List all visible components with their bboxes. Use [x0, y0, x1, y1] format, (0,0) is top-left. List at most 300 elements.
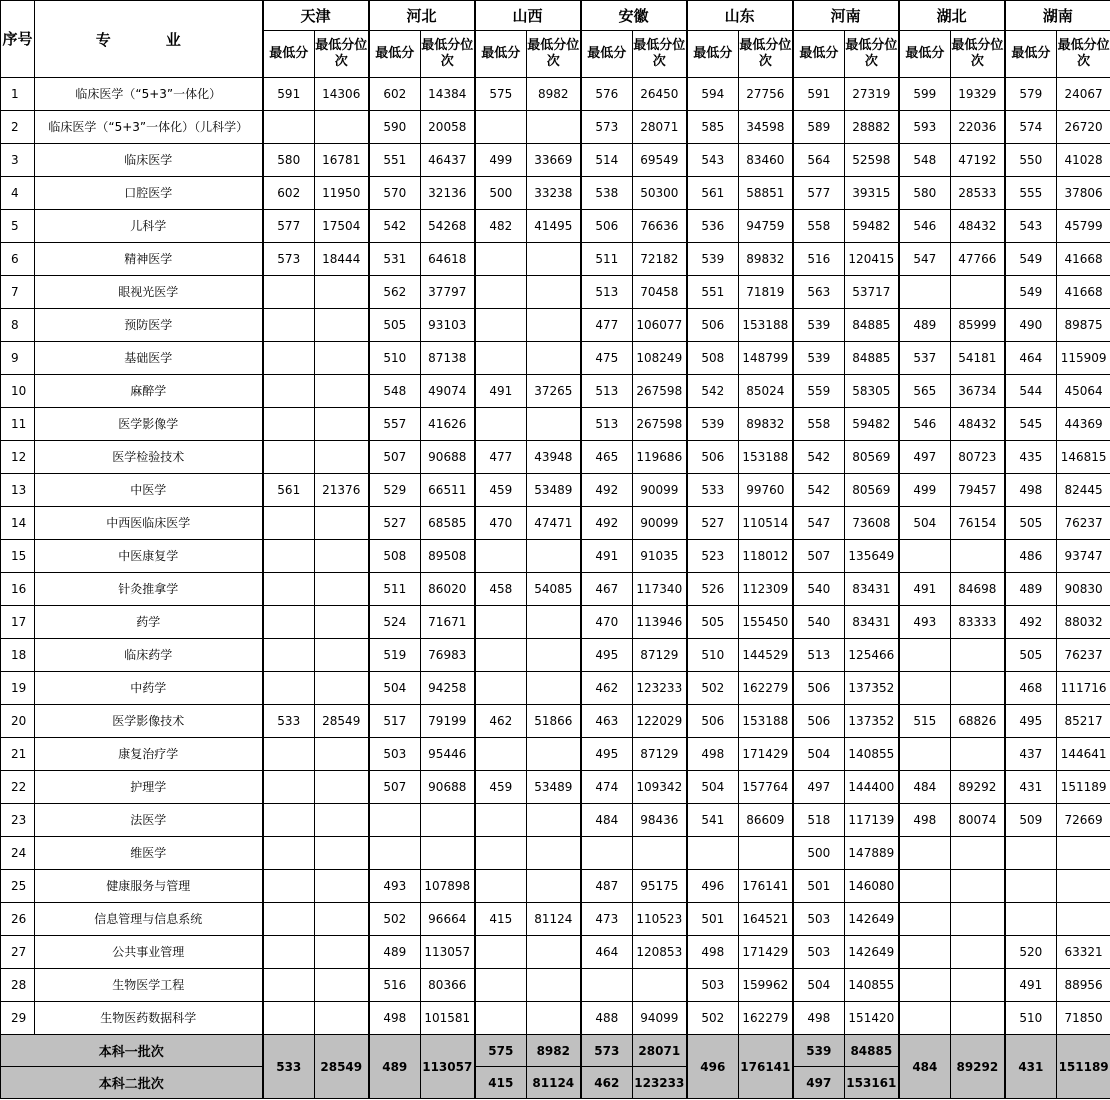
min-rank-cell [951, 738, 1005, 771]
min-rank-header: 最低分位次 [527, 31, 581, 78]
min-rank-cell: 157764 [739, 771, 793, 804]
table-row [1, 342, 1110, 375]
min-rank-cell: 89508 [421, 540, 475, 573]
min-rank-cell: 24067 [1057, 78, 1110, 111]
table-row [1, 408, 1110, 441]
min-rank-cell: 58305 [845, 375, 899, 408]
min-rank-cell [951, 969, 1005, 1002]
min-score-cell [263, 903, 315, 936]
min-score-cell: 517 [369, 705, 421, 738]
min-rank-cell: 73608 [845, 507, 899, 540]
min-rank-cell: 64618 [421, 243, 475, 276]
min-rank-cell [315, 408, 369, 441]
row-number: 12 [1, 441, 35, 474]
min-rank-cell [633, 837, 687, 870]
min-rank-cell: 76237 [1057, 639, 1110, 672]
min-score-cell: 503 [369, 738, 421, 771]
min-score-cell: 487 [581, 870, 633, 903]
min-rank-cell: 49074 [421, 375, 475, 408]
min-score-cell [899, 903, 951, 936]
min-score-cell: 464 [581, 936, 633, 969]
min-score-cell: 539 [793, 309, 845, 342]
anhui-b2-rank: 123233 [633, 1067, 687, 1099]
min-rank-cell: 111716 [1057, 672, 1110, 705]
min-rank-cell: 147889 [845, 837, 899, 870]
min-score-cell: 507 [793, 540, 845, 573]
min-rank-cell [315, 837, 369, 870]
min-rank-cell: 11950 [315, 177, 369, 210]
table-row [1, 606, 1110, 639]
min-rank-cell: 115909 [1057, 342, 1110, 375]
min-score-cell: 498 [369, 1002, 421, 1035]
min-score-cell: 486 [1005, 540, 1057, 573]
min-score-cell: 474 [581, 771, 633, 804]
min-score-cell: 507 [369, 771, 421, 804]
min-score-cell: 551 [369, 144, 421, 177]
min-rank-cell [527, 969, 581, 1002]
row-number: 17 [1, 606, 35, 639]
min-score-cell [475, 936, 527, 969]
table-row [1, 936, 1110, 969]
min-score-cell: 493 [899, 606, 951, 639]
table-row [1, 309, 1110, 342]
min-score-cell [581, 969, 633, 1002]
min-rank-cell [315, 342, 369, 375]
min-rank-cell: 89292 [951, 771, 1005, 804]
min-score-cell: 477 [581, 309, 633, 342]
min-score-header: 最低分 [369, 31, 421, 78]
min-score-header: 最低分 [687, 31, 739, 78]
min-score-cell: 562 [369, 276, 421, 309]
min-rank-cell: 107898 [421, 870, 475, 903]
major-name: 法医学 [35, 804, 263, 837]
min-score-cell: 541 [687, 804, 739, 837]
min-score-cell: 484 [899, 771, 951, 804]
min-score-cell: 537 [899, 342, 951, 375]
min-rank-cell: 142649 [845, 903, 899, 936]
min-score-cell: 502 [369, 903, 421, 936]
min-rank-cell: 90830 [1057, 573, 1110, 606]
min-score-header: 最低分 [899, 31, 951, 78]
min-rank-cell: 85217 [1057, 705, 1110, 738]
major-name: 儿科学 [35, 210, 263, 243]
min-score-cell: 520 [1005, 936, 1057, 969]
province-header: 河北 [369, 1, 475, 31]
min-rank-cell [951, 639, 1005, 672]
min-score-cell [475, 540, 527, 573]
row-number: 19 [1, 672, 35, 705]
min-rank-cell [315, 606, 369, 639]
row-number: 15 [1, 540, 35, 573]
min-rank-cell: 120853 [633, 936, 687, 969]
min-score-cell [475, 639, 527, 672]
min-rank-cell: 37797 [421, 276, 475, 309]
min-rank-header: 最低分位次 [739, 31, 793, 78]
min-score-cell: 519 [369, 639, 421, 672]
min-score-cell: 502 [687, 1002, 739, 1035]
major-name: 麻醉学 [35, 375, 263, 408]
min-score-cell: 458 [475, 573, 527, 606]
min-score-cell [899, 738, 951, 771]
min-score-cell: 533 [263, 705, 315, 738]
min-rank-cell [315, 804, 369, 837]
min-rank-cell: 71850 [1057, 1002, 1110, 1035]
min-score-cell: 538 [581, 177, 633, 210]
min-rank-cell: 14384 [421, 78, 475, 111]
anhui-b1-rank: 28071 [633, 1035, 687, 1067]
min-rank-cell [1057, 870, 1110, 903]
min-score-cell: 505 [687, 606, 739, 639]
min-rank-cell: 18444 [315, 243, 369, 276]
min-rank-cell [527, 540, 581, 573]
min-rank-cell [951, 837, 1005, 870]
table-row [1, 507, 1110, 540]
min-rank-cell: 88956 [1057, 969, 1110, 1002]
min-rank-header: 最低分位次 [845, 31, 899, 78]
min-rank-cell [951, 540, 1005, 573]
min-rank-cell: 22036 [951, 111, 1005, 144]
min-rank-cell: 87129 [633, 639, 687, 672]
min-rank-cell [315, 639, 369, 672]
min-score-cell: 501 [687, 903, 739, 936]
min-rank-cell: 96664 [421, 903, 475, 936]
min-rank-cell: 8982 [527, 78, 581, 111]
min-score-cell: 591 [263, 78, 315, 111]
min-rank-cell: 20058 [421, 111, 475, 144]
min-score-cell [475, 243, 527, 276]
min-score-cell: 516 [369, 969, 421, 1002]
min-rank-cell: 110523 [633, 903, 687, 936]
province-header: 山东 [687, 1, 793, 31]
row-number: 20 [1, 705, 35, 738]
min-score-cell: 504 [793, 969, 845, 1002]
min-rank-cell: 90099 [633, 474, 687, 507]
table-row [1, 276, 1110, 309]
major-name: 药学 [35, 606, 263, 639]
min-score-cell: 500 [793, 837, 845, 870]
min-rank-cell: 89832 [739, 408, 793, 441]
min-rank-cell [315, 738, 369, 771]
min-score-cell: 431 [1005, 771, 1057, 804]
min-score-cell: 529 [369, 474, 421, 507]
min-score-cell: 505 [1005, 507, 1057, 540]
min-score-cell: 498 [1005, 474, 1057, 507]
hebei-min-score: 489 [369, 1035, 421, 1099]
min-score-cell: 565 [899, 375, 951, 408]
min-rank-cell: 19329 [951, 78, 1005, 111]
min-score-cell [581, 837, 633, 870]
major-name: 公共事业管理 [35, 936, 263, 969]
min-rank-cell: 95175 [633, 870, 687, 903]
min-score-cell [369, 837, 421, 870]
min-rank-cell: 76237 [1057, 507, 1110, 540]
major-header: 专 业 [35, 1, 263, 78]
min-score-cell: 495 [581, 639, 633, 672]
min-rank-cell: 28549 [315, 705, 369, 738]
min-score-cell: 435 [1005, 441, 1057, 474]
min-score-cell: 477 [475, 441, 527, 474]
major-name: 精神医学 [35, 243, 263, 276]
min-score-cell: 561 [263, 474, 315, 507]
min-rank-cell [527, 837, 581, 870]
batch2-label: 本科二批次 [1, 1067, 263, 1099]
min-rank-cell [315, 540, 369, 573]
min-rank-cell: 27319 [845, 78, 899, 111]
min-rank-cell: 72182 [633, 243, 687, 276]
min-rank-cell [315, 771, 369, 804]
min-score-cell: 491 [899, 573, 951, 606]
min-rank-cell: 48432 [951, 210, 1005, 243]
min-rank-cell [315, 507, 369, 540]
row-number: 6 [1, 243, 35, 276]
min-score-cell: 492 [1005, 606, 1057, 639]
major-name: 临床药学 [35, 639, 263, 672]
min-score-cell: 496 [687, 870, 739, 903]
min-rank-cell: 14306 [315, 78, 369, 111]
min-rank-cell: 137352 [845, 672, 899, 705]
row-number: 8 [1, 309, 35, 342]
min-rank-cell: 45799 [1057, 210, 1110, 243]
min-score-cell [263, 276, 315, 309]
min-score-cell [1005, 837, 1057, 870]
major-name: 临床医学（“5+3”一体化）（儿科学） [35, 111, 263, 144]
min-rank-cell [951, 276, 1005, 309]
min-rank-cell [315, 441, 369, 474]
min-score-cell [263, 936, 315, 969]
min-score-cell: 498 [687, 738, 739, 771]
min-score-cell: 508 [369, 540, 421, 573]
hubei-min-score: 484 [899, 1035, 951, 1099]
min-score-cell [475, 870, 527, 903]
min-rank-cell: 84698 [951, 573, 1005, 606]
min-rank-cell: 123233 [633, 672, 687, 705]
min-score-cell: 511 [369, 573, 421, 606]
min-rank-cell: 41495 [527, 210, 581, 243]
min-score-cell: 491 [1005, 969, 1057, 1002]
min-score-cell: 580 [263, 144, 315, 177]
min-score-cell: 540 [793, 606, 845, 639]
min-rank-cell: 153188 [739, 441, 793, 474]
min-rank-cell [951, 1002, 1005, 1035]
min-score-cell: 590 [369, 111, 421, 144]
province-header: 河南 [793, 1, 899, 31]
min-rank-cell [315, 573, 369, 606]
min-score-cell: 533 [687, 474, 739, 507]
min-score-cell [899, 672, 951, 705]
min-rank-cell: 93103 [421, 309, 475, 342]
min-score-cell: 542 [793, 474, 845, 507]
row-number: 4 [1, 177, 35, 210]
min-score-cell: 506 [687, 705, 739, 738]
min-score-cell: 473 [581, 903, 633, 936]
major-name: 针灸推拿学 [35, 573, 263, 606]
min-score-cell: 543 [687, 144, 739, 177]
min-score-cell: 464 [1005, 342, 1057, 375]
min-rank-cell [315, 309, 369, 342]
min-rank-cell: 43948 [527, 441, 581, 474]
min-rank-cell: 140855 [845, 738, 899, 771]
min-score-cell [263, 672, 315, 705]
min-rank-cell: 125466 [845, 639, 899, 672]
major-name: 健康服务与管理 [35, 870, 263, 903]
min-rank-cell: 90688 [421, 771, 475, 804]
row-number: 10 [1, 375, 35, 408]
min-score-cell: 459 [475, 474, 527, 507]
min-rank-cell: 26720 [1057, 111, 1110, 144]
min-score-cell: 546 [899, 210, 951, 243]
row-number: 22 [1, 771, 35, 804]
major-name: 中西医临床医学 [35, 507, 263, 540]
min-rank-cell [527, 672, 581, 705]
min-score-cell: 501 [793, 870, 845, 903]
min-rank-cell: 146815 [1057, 441, 1110, 474]
major-name: 中药学 [35, 672, 263, 705]
table-row [1, 969, 1110, 1002]
min-score-cell: 513 [793, 639, 845, 672]
min-score-cell: 489 [369, 936, 421, 969]
min-score-cell [475, 309, 527, 342]
min-rank-cell [739, 837, 793, 870]
min-score-cell: 506 [793, 705, 845, 738]
min-rank-cell: 117139 [845, 804, 899, 837]
min-rank-cell: 79199 [421, 705, 475, 738]
table-row [1, 177, 1110, 210]
min-rank-cell: 80074 [951, 804, 1005, 837]
min-rank-cell: 267598 [633, 408, 687, 441]
major-name: 中医康复学 [35, 540, 263, 573]
min-rank-cell [527, 870, 581, 903]
min-score-cell [263, 837, 315, 870]
table-body [1, 78, 1110, 1035]
min-score-cell: 516 [793, 243, 845, 276]
min-score-cell: 558 [793, 408, 845, 441]
min-rank-cell: 144641 [1057, 738, 1110, 771]
min-rank-cell [527, 804, 581, 837]
row-number: 24 [1, 837, 35, 870]
min-rank-cell: 41028 [1057, 144, 1110, 177]
min-score-cell: 497 [793, 771, 845, 804]
min-score-header: 最低分 [263, 31, 315, 78]
min-score-cell [263, 606, 315, 639]
min-score-cell: 547 [793, 507, 845, 540]
min-rank-cell [315, 903, 369, 936]
row-number: 16 [1, 573, 35, 606]
min-rank-cell: 85024 [739, 375, 793, 408]
min-score-cell: 470 [475, 507, 527, 540]
province-header: 湖南 [1005, 1, 1110, 31]
major-name: 预防医学 [35, 309, 263, 342]
min-rank-cell: 26450 [633, 78, 687, 111]
min-rank-cell: 84885 [845, 342, 899, 375]
min-rank-cell: 66511 [421, 474, 475, 507]
min-rank-cell: 53489 [527, 771, 581, 804]
row-number: 1 [1, 78, 35, 111]
min-score-cell: 504 [793, 738, 845, 771]
min-rank-cell: 162279 [739, 672, 793, 705]
min-rank-cell: 34598 [739, 111, 793, 144]
min-score-cell: 570 [369, 177, 421, 210]
min-rank-cell: 153188 [739, 705, 793, 738]
min-score-cell: 577 [263, 210, 315, 243]
min-rank-cell: 54085 [527, 573, 581, 606]
min-score-cell: 585 [687, 111, 739, 144]
min-score-cell: 490 [1005, 309, 1057, 342]
min-score-cell: 546 [899, 408, 951, 441]
table-row [1, 903, 1110, 936]
min-rank-cell: 110514 [739, 507, 793, 540]
min-rank-cell: 16781 [315, 144, 369, 177]
table-header [1, 1, 1110, 78]
min-rank-cell: 83333 [951, 606, 1005, 639]
min-rank-cell [527, 276, 581, 309]
table-row [1, 804, 1110, 837]
min-score-cell: 470 [581, 606, 633, 639]
min-rank-cell: 98436 [633, 804, 687, 837]
min-rank-cell: 83431 [845, 573, 899, 606]
hebei-min-rank: 113057 [421, 1035, 475, 1099]
min-score-cell: 484 [581, 804, 633, 837]
anhui-b2-score: 462 [581, 1067, 633, 1099]
min-score-cell: 510 [369, 342, 421, 375]
min-rank-cell: 113946 [633, 606, 687, 639]
min-rank-cell [315, 936, 369, 969]
min-score-cell [475, 342, 527, 375]
table-row [1, 210, 1110, 243]
min-rank-cell: 87129 [633, 738, 687, 771]
min-score-cell: 504 [687, 771, 739, 804]
major-name: 口腔医学 [35, 177, 263, 210]
min-score-cell [263, 804, 315, 837]
province-header: 天津 [263, 1, 369, 31]
min-rank-cell: 81124 [527, 903, 581, 936]
min-score-cell: 551 [687, 276, 739, 309]
min-score-cell: 558 [793, 210, 845, 243]
min-rank-cell: 79457 [951, 474, 1005, 507]
min-rank-cell: 112309 [739, 573, 793, 606]
min-score-cell: 531 [369, 243, 421, 276]
row-number: 29 [1, 1002, 35, 1035]
table-row [1, 837, 1110, 870]
min-score-cell: 580 [899, 177, 951, 210]
min-score-cell: 459 [475, 771, 527, 804]
province-header: 安徽 [581, 1, 687, 31]
min-score-cell: 599 [899, 78, 951, 111]
min-rank-header: 最低分位次 [315, 31, 369, 78]
min-score-cell: 509 [1005, 804, 1057, 837]
min-score-cell [1005, 903, 1057, 936]
min-score-cell: 518 [793, 804, 845, 837]
min-rank-cell: 54181 [951, 342, 1005, 375]
min-score-cell [899, 936, 951, 969]
hubei-min-rank: 89292 [951, 1035, 1005, 1099]
min-rank-cell: 44369 [1057, 408, 1110, 441]
min-score-cell: 508 [687, 342, 739, 375]
min-score-cell [263, 309, 315, 342]
min-score-cell [475, 111, 527, 144]
table-row [1, 474, 1110, 507]
min-rank-cell [1057, 837, 1110, 870]
min-score-cell: 491 [475, 375, 527, 408]
min-score-cell: 505 [369, 309, 421, 342]
min-rank-cell: 135649 [845, 540, 899, 573]
min-rank-cell: 36734 [951, 375, 1005, 408]
henan-b2-rank: 153161 [845, 1067, 899, 1099]
table-row [1, 1002, 1110, 1035]
min-rank-cell: 83460 [739, 144, 793, 177]
min-score-cell: 593 [899, 111, 951, 144]
row-number: 21 [1, 738, 35, 771]
min-score-cell: 507 [369, 441, 421, 474]
